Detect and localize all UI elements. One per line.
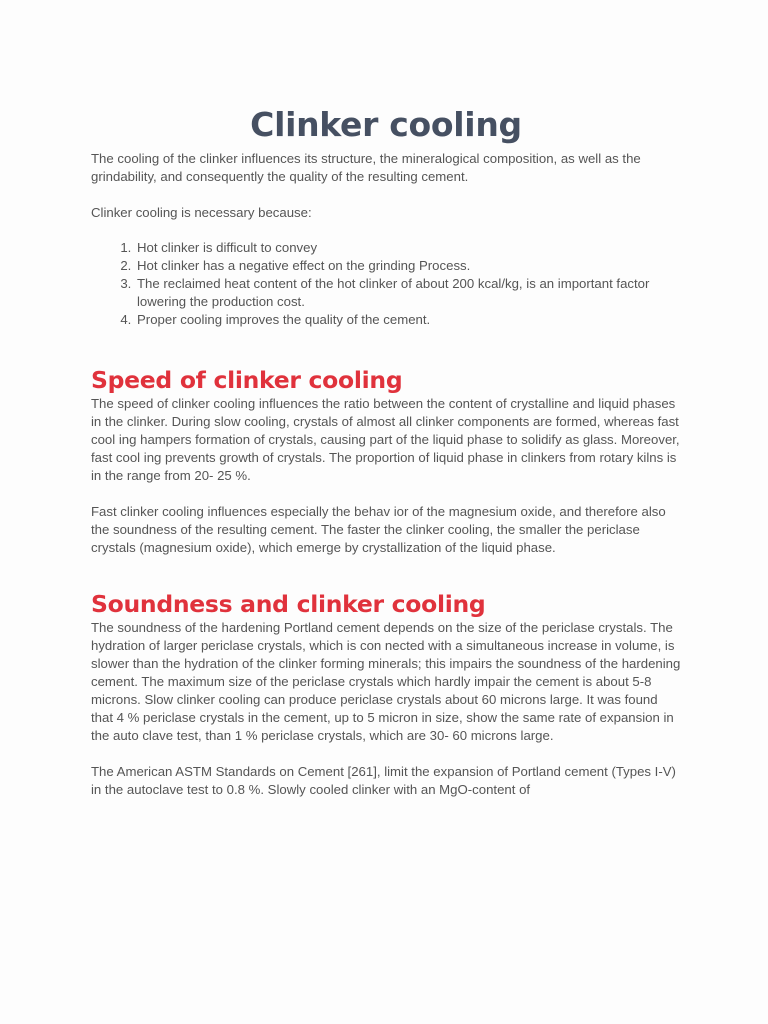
page-title: Clinker cooling xyxy=(250,105,522,144)
section-heading-soundness: Soundness and clinker cooling xyxy=(91,590,486,618)
list-item: 1. Hot clinker is difficult to convey xyxy=(135,239,681,257)
speed-paragraph-2: Fast clinker cooling influences especially the behav ior of the magnesium oxide, and therefore also the soundness of the resulting cement. The faster the clinker cooling, the smaller the periclase crystals (magnesium oxide), which emerge by crystallization of the liquid phase. xyxy=(91,504,666,555)
section-heading-speed: Speed of clinker cooling xyxy=(91,366,403,394)
reasons-list xyxy=(91,239,681,329)
intro-list-lead: Clinker cooling is necessary because: xyxy=(91,205,312,220)
soundness-paragraph-1: The soundness of the hardening Portland cement depends on the size of the periclase crystals. The hydration of larger periclase crystals, which is con nected with a simultaneous increase in volume, is slower than the hydration of the clinker forming minerals; this impairs the soundness of the hardening cement. The maximum size of the periclase crystals which hardly impair the cement is about 5-8 microns. Slow clinker cooling can produce periclase crystals about 60 microns large. It was found that 4 % periclase crystals in the cement, up to 5 micron in size, show the same rate of expansion in the auto clave test, than 1 % periclase crystals, which are 30- 60 microns large. xyxy=(91,620,681,743)
intro-paragraph: The cooling of the clinker influences its structure, the mineralogical composition, as well as the grindability, and consequently the quality of the resulting cement. xyxy=(91,151,641,184)
soundness-paragraph-2: The American ASTM Standards on Cement [261], limit the expansion of Portland cement (Types I-V) in the autoclave test to 0.8 %. Slowly cooled clinker with an MgO-content of xyxy=(91,764,676,797)
list-item: 2. Hot clinker has a negative effect on the grinding Process. xyxy=(135,257,681,275)
document-content xyxy=(91,104,681,799)
list-item: 3. The reclaimed heat content of the hot clinker of about 200 kcal/kg, is an important factor lowering the production cost. xyxy=(135,275,681,311)
speed-paragraph-1: The speed of clinker cooling influences the ratio between the content of crystalline and liquid phases in the clinker. During slow cooling, crystals of almost all clinker components are formed, whereas fast cool ing hampers formation of crystals, causing part of the liquid phase to solidify as glass. Moreover, fast cool ing prevents growth of crystals. The proportion of liquid phase in clinkers from rotary kilns is in the range from 20- 25 %. xyxy=(91,396,680,483)
list-item: 4. Proper cooling improves the quality of the cement. xyxy=(135,311,681,329)
